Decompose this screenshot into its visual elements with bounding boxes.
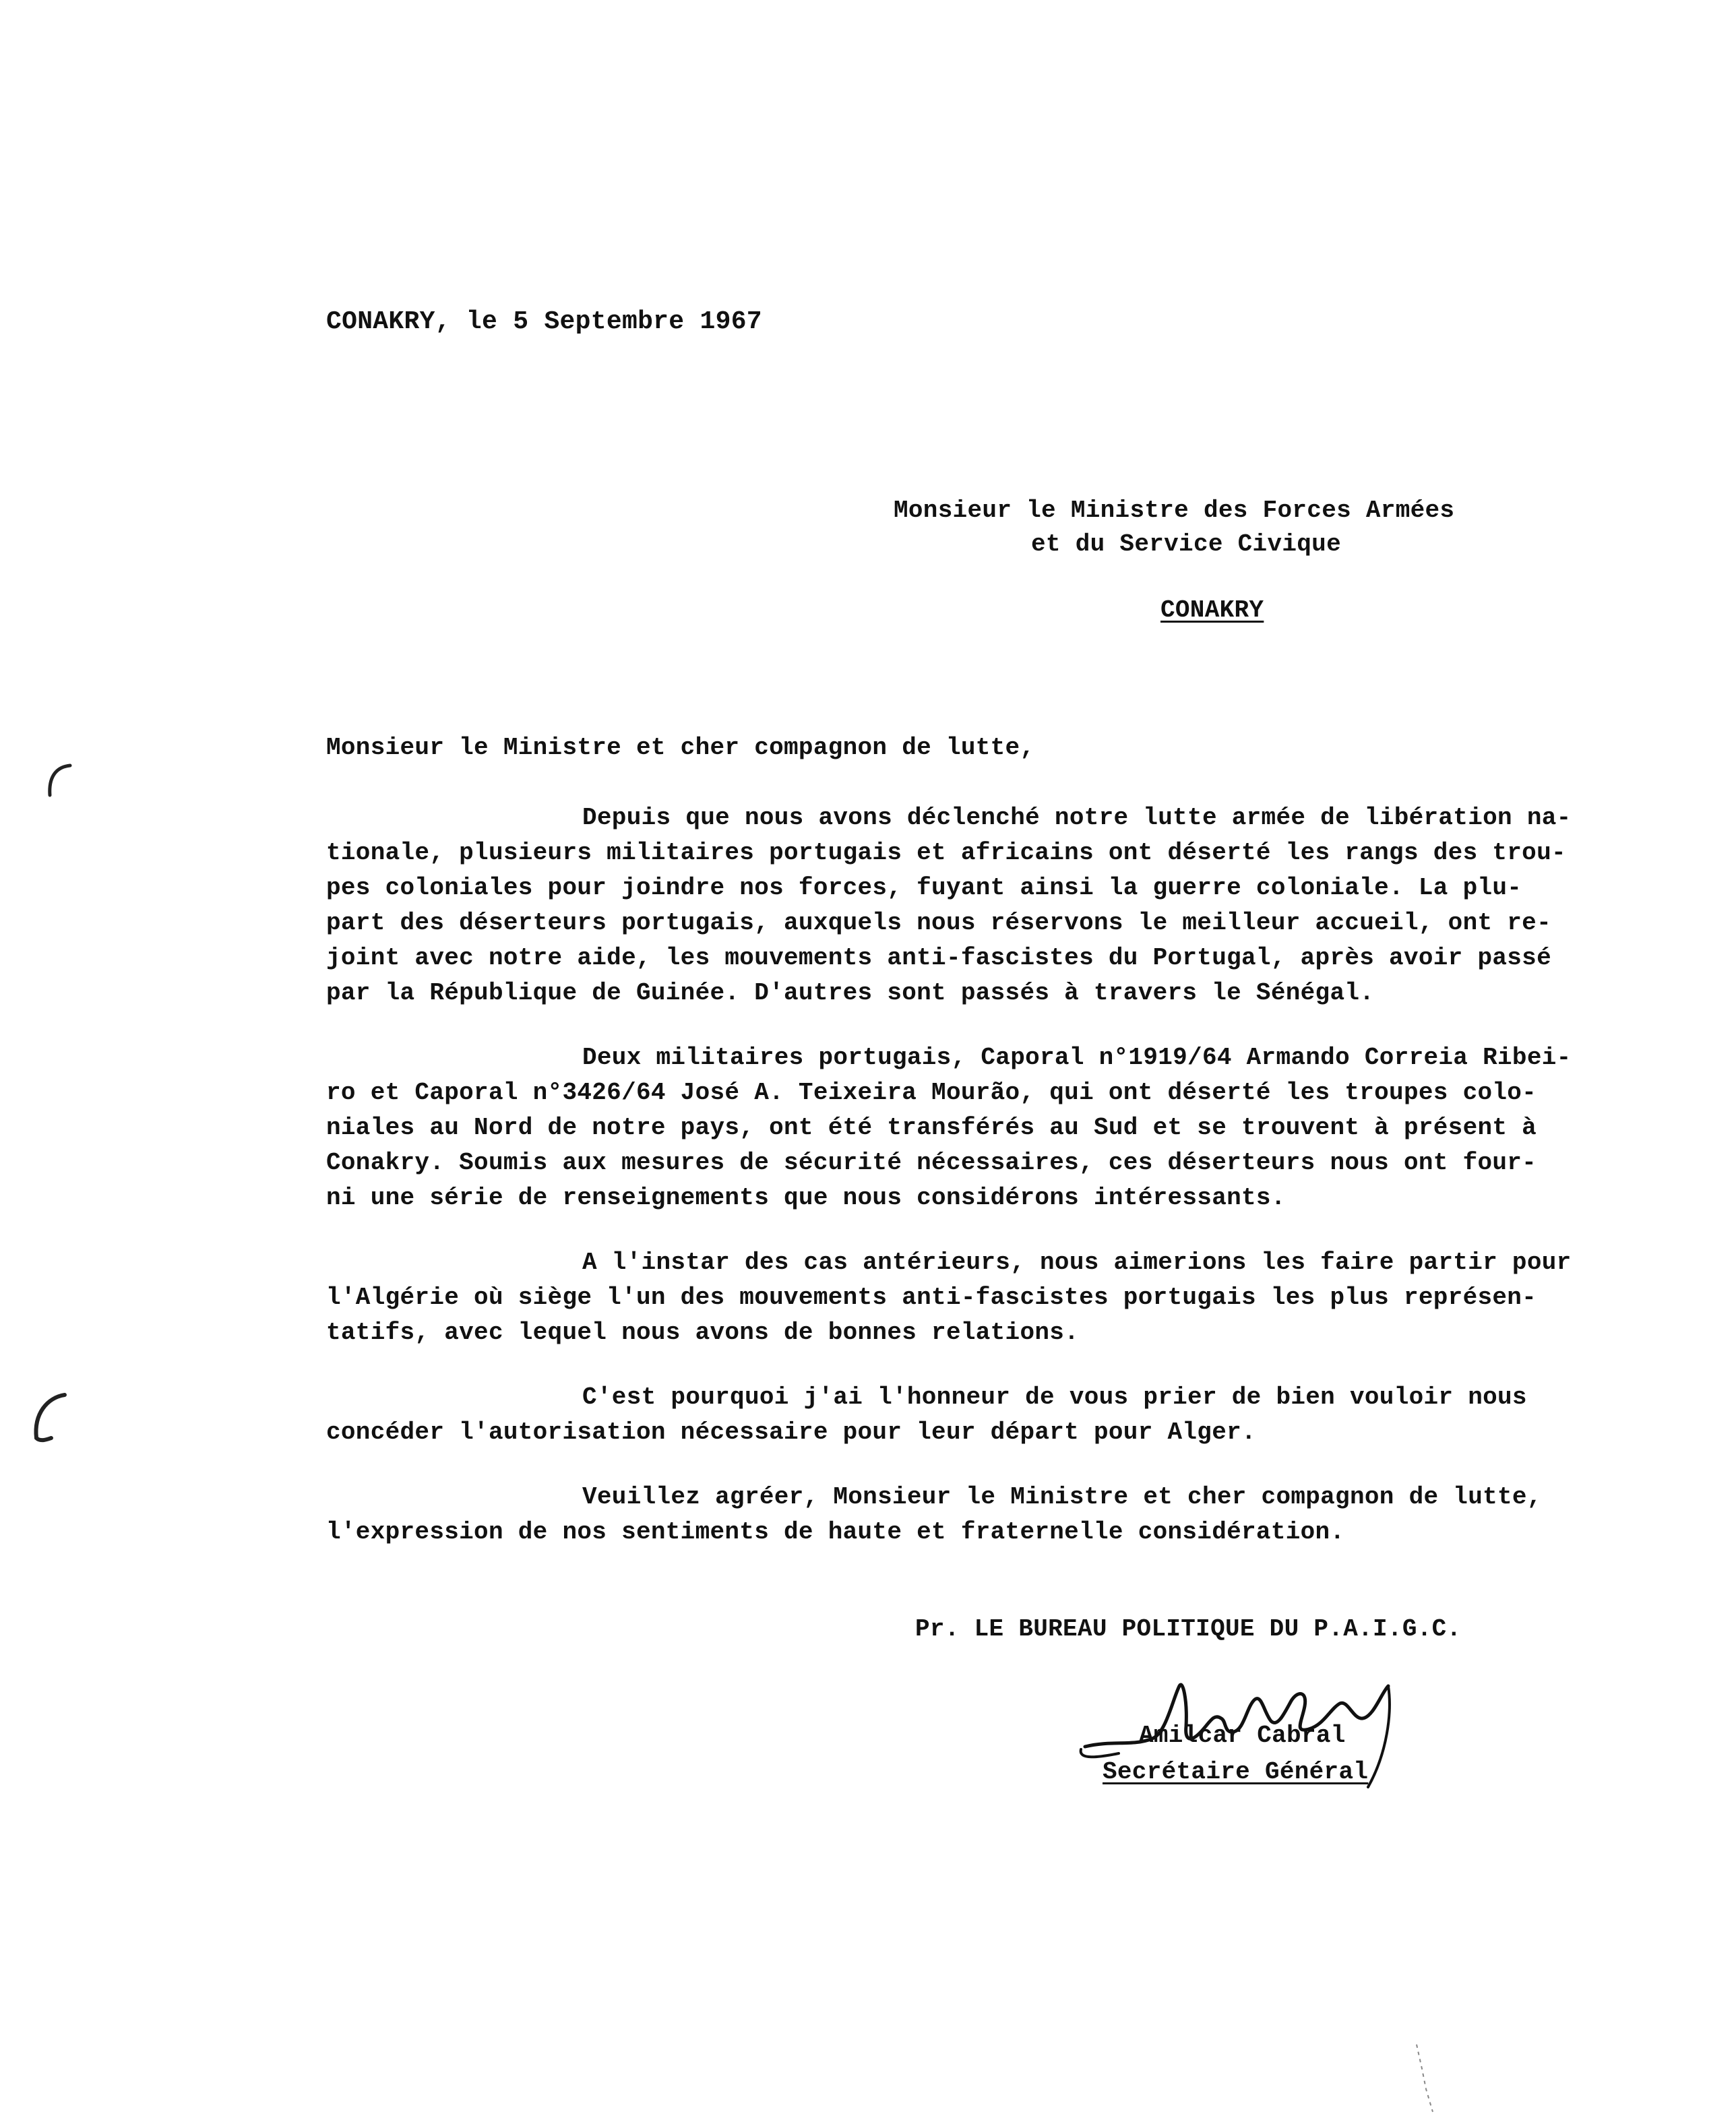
closing-line: Veuillez agréer, Monsieur le Ministre et cher compagnon de lutte,	[582, 1483, 1542, 1511]
margin-mark	[27, 1391, 74, 1445]
paragraph-1-line: tionale, plusieurs militaires portugais et africains ont déserté les rangs des trou-	[326, 839, 1566, 867]
date-line: CONAKRY, le 5 Septembre 1967	[326, 307, 762, 336]
signatory-title: Secrétaire Général	[1103, 1758, 1369, 1786]
paragraph-2-line: ni une série de renseignements que nous considérons intéressants.	[326, 1184, 1286, 1212]
paragraph-1-line: pes coloniales pour joindre nos forces, fuyant ainsi la guerre coloniale. La plu-	[326, 874, 1522, 902]
paragraph-4-line: C'est pourquoi j'ai l'honneur de vous prier de bien vouloir nous	[582, 1383, 1527, 1411]
margin-mark	[40, 761, 81, 802]
paragraph-2-line: ro et Caporal n°3426/64 José A. Teixeira Mourão, qui ont déserté les troupes colo-	[326, 1079, 1537, 1106]
paragraph-2-line: Deux militaires portugais, Caporal n°1919/64 Armando Correia Ribei-	[582, 1044, 1572, 1071]
paragraph-4-line: concéder l'autorisation nécessaire pour leur départ pour Alger.	[326, 1418, 1256, 1446]
paragraph-2-line: niales au Nord de notre pays, ont été transférés au Sud et se trouvent à présent à	[326, 1114, 1537, 1142]
closing-line: l'expression de nos sentiments de haute et fraternelle considération.	[326, 1518, 1345, 1546]
addressee-line-2: et du Service Civique	[1031, 530, 1341, 558]
signatory-name: Amilcar Cabral	[1139, 1722, 1346, 1749]
margin-mark	[1413, 2042, 1439, 2116]
paragraph-1-line: par la République de Guinée. D'autres sont passés à travers le Sénégal.	[326, 979, 1375, 1007]
paragraph-2-line: Conakry. Soumis aux mesures de sécurité nécessaires, ces déserteurs nous ont four-	[326, 1149, 1537, 1177]
paragraph-1-line: joint avec notre aide, les mouvements anti-fascistes du Portugal, après avoir passé	[326, 944, 1551, 972]
paragraph-1-line: part des déserteurs portugais, auxquels nous réservons le meilleur accueil, ont re-	[326, 909, 1551, 937]
paragraph-3-line: tatifs, avec lequel nous avons de bonnes relations.	[326, 1319, 1080, 1346]
paragraph-1-line: Depuis que nous avons déclenché notre lutte armée de libération na-	[582, 804, 1572, 832]
addressee-line-1: Monsieur le Ministre des Forces Armées	[894, 497, 1455, 524]
paragraph-3-line: A l'instar des cas antérieurs, nous aimerions les faire partir pour	[582, 1249, 1572, 1276]
signature-heading: Pr. LE BUREAU POLITIQUE DU P.A.I.G.C.	[915, 1615, 1462, 1643]
salutation: Monsieur le Ministre et cher compagnon de lutte,	[326, 734, 1035, 761]
addressee-city: CONAKRY	[1160, 596, 1264, 624]
paragraph-3-line: l'Algérie où siège l'un des mouvements anti-fascistes portugais les plus représen-	[326, 1284, 1537, 1311]
